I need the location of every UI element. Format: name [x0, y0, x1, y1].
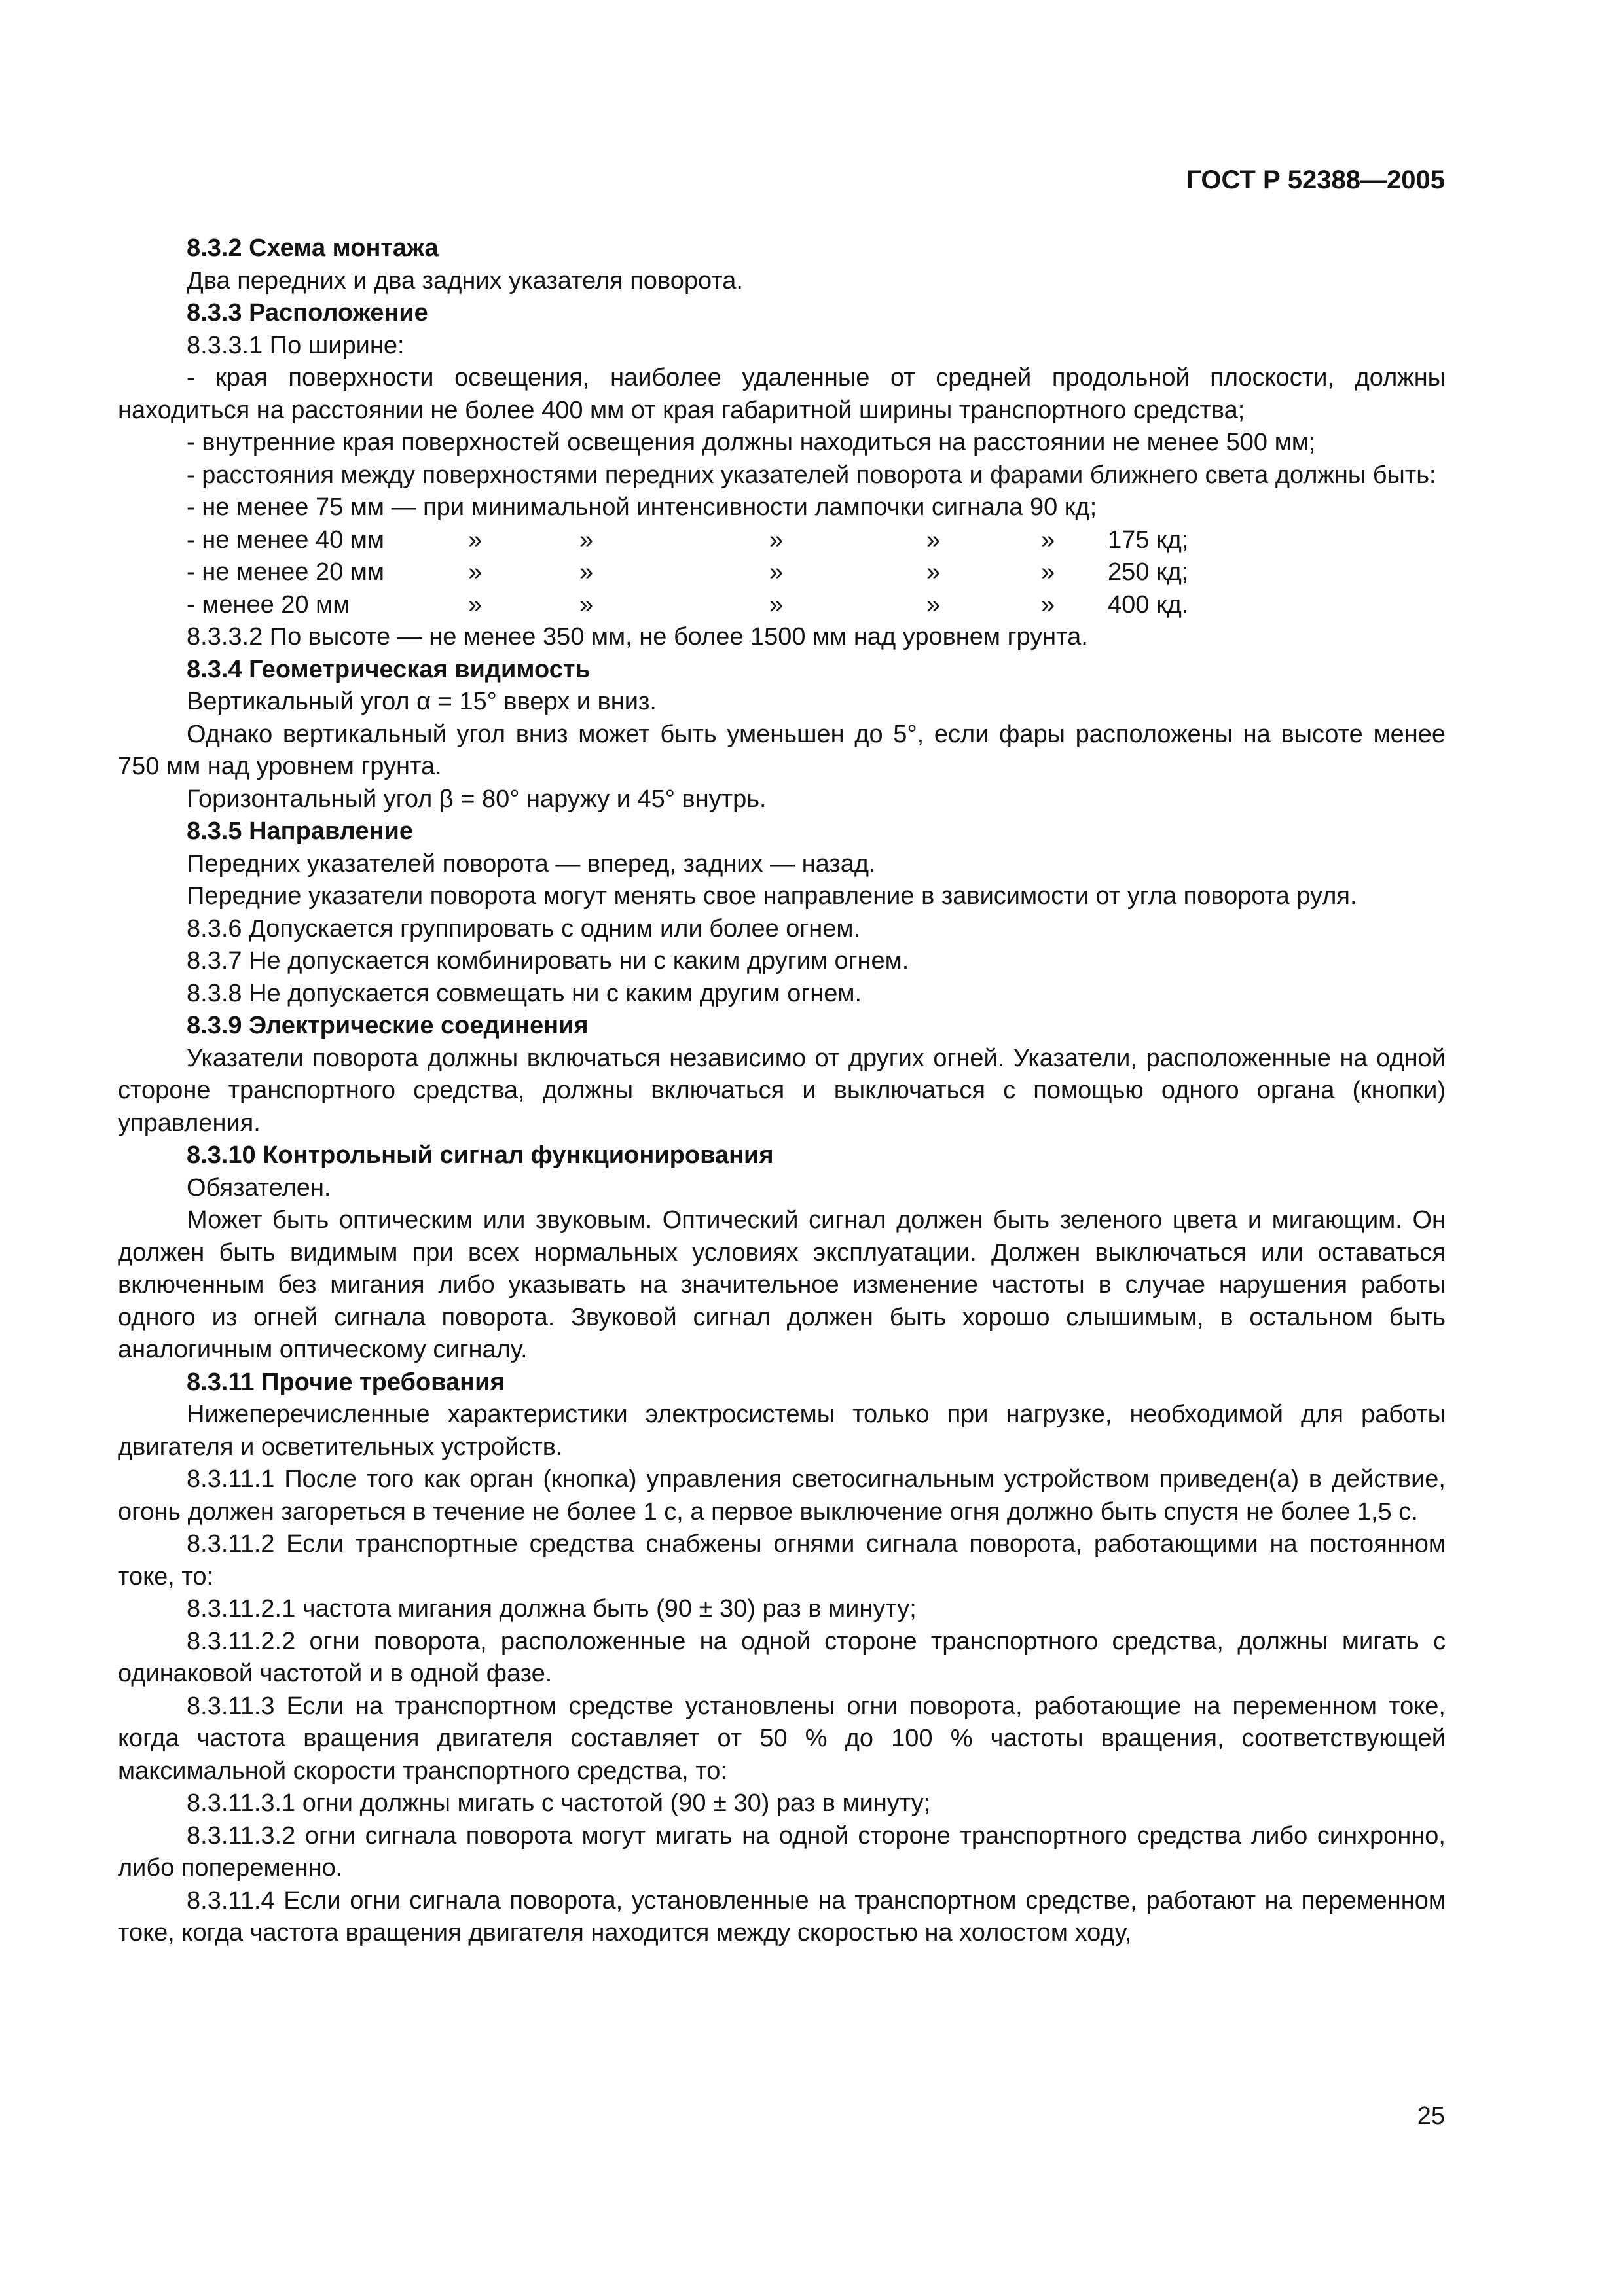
- clause-8-3-11-2-2: 8.3.11.2.2 огни поворота, расположенные на одной стороне транспортного средства, должны мигать с одинаковой частотой и в одной фазе.: [118, 1627, 1446, 1687]
- row-value: 400 кд.: [1108, 590, 1189, 619]
- distance-row-20: [118, 556, 1446, 589]
- section-8-3-5-text-2: Передние указатели поворота могут менять свое направление в зависимости от угла поворота руля.: [187, 882, 1357, 910]
- clause-8-3-11-2: 8.3.11.2 Если транспортные средства снабжены огнями сигнала поворота, работающими на постоянном токе, то:: [118, 1530, 1446, 1590]
- ditto-mark: »: [468, 590, 483, 619]
- ditto-mark: »: [926, 558, 941, 586]
- page-number: 25: [1417, 2102, 1445, 2130]
- row-label: - не менее 20 мм: [187, 558, 385, 586]
- ditto-mark: »: [1041, 526, 1055, 554]
- ditto-mark: »: [926, 590, 941, 619]
- document-body: [118, 232, 1446, 1950]
- ditto-mark: »: [769, 558, 784, 586]
- section-8-3-5-text-1: Передних указателей поворота — вперед, задних — назад.: [187, 850, 876, 878]
- section-8-3-11-title: 8.3.11 Прочие требования: [187, 1368, 505, 1396]
- ditto-mark: »: [769, 526, 784, 554]
- clause-8-3-11-3-2: 8.3.11.3.2 огни сигнала поворота могут мигать на одной стороне транспортного средства либо синхронно, либо попеременно.: [118, 1821, 1446, 1882]
- clause-8-3-3-1: 8.3.3.1 По ширине:: [187, 331, 405, 359]
- ditto-mark: »: [468, 526, 483, 554]
- ditto-mark: »: [468, 558, 483, 586]
- distance-row-less-20: [118, 589, 1446, 622]
- section-8-3-10-text-2: Может быть оптическим или звуковым. Оптический сигнал должен быть зеленого цвета и мигающим. Он должен быть видимым при всех нормальных условиях эксплуатации. Должен выключаться или оставаться включенным без мигания либо указывать на значительное изменение частоты в случае нарушения работы одного из огней сигнала поворота. Звуковой сигнал должен быть хорошо слышимым, в остальном быть аналогичным оптическому сигналу.: [118, 1206, 1446, 1363]
- section-8-3-2-text: Два передних и два задних указателя поворота.: [187, 266, 743, 295]
- row-label: - не менее 40 мм: [187, 526, 385, 554]
- dash-item-2: - внутренние края поверхностей освещения должны находиться на расстоянии не менее 500 мм;: [187, 429, 1316, 456]
- section-8-3-2-title: 8.3.2 Схема монтажа: [187, 234, 439, 262]
- section-8-3-8: 8.3.8 Не допускается совмещать ни с каким другим огнем.: [187, 979, 862, 1007]
- clause-8-3-3-2: 8.3.3.2 По высоте — не менее 350 мм, не более 1500 мм над уровнем грунта.: [187, 623, 1088, 651]
- distance-row-40: [118, 524, 1446, 557]
- section-8-3-6: 8.3.6 Допускается группировать с одним или более огнем.: [187, 914, 861, 942]
- ditto-mark: »: [1041, 590, 1055, 619]
- row-label: - менее 20 мм: [187, 590, 350, 619]
- section-8-3-9-text: Указатели поворота должны включаться независимо от других огней. Указатели, расположенные на одной стороне транспортного средства, должны включаться и выключаться с помощью одного органа (кнопки) управления.: [118, 1044, 1446, 1137]
- dash-item-1: - края поверхности освещения, наиболее удаленные от средней продольной плоскости, должны находиться на расстоянии не более 400 мм от края габаритной ширины транспортного средства;: [118, 364, 1446, 424]
- section-8-3-10-text-1: Обязателен.: [187, 1174, 331, 1202]
- clause-8-3-11-3-1: 8.3.11.3.1 огни должны мигать с частотой (90 ± 30) раз в минуту;: [187, 1789, 931, 1817]
- clause-8-3-11-4: 8.3.11.4 Если огни сигнала поворота, установленные на транспортном средстве, работают на переменном токе, когда частота вращения двигателя находится между скоростью на холостом ходу,: [118, 1886, 1446, 1946]
- ditto-mark: »: [926, 526, 941, 554]
- section-8-3-4-text-1: Вертикальный угол α = 15° вверх и вниз.: [187, 688, 657, 715]
- document-code: ГОСТ Р 52388—2005: [1186, 166, 1445, 194]
- dash-item-3: - расстояния между поверхностями передних указателей поворота и фарами ближнего света должны быть:: [187, 461, 1436, 489]
- section-8-3-9-title: 8.3.9 Электрические соединения: [187, 1012, 589, 1039]
- section-8-3-5-title: 8.3.5 Направление: [187, 817, 414, 845]
- clause-8-3-11-3: 8.3.11.3 Если на транспортном средстве установлены огни поворота, работающие на переменном токе, когда частота вращения двигателя составляет от 50 % до 100 % частоты вращения, соответствующей максимальной скорости транспортного средства, то:: [118, 1692, 1446, 1785]
- section-8-3-7: 8.3.7 Не допускается комбинировать ни с каким другим огнем.: [187, 947, 909, 975]
- clause-8-3-11-2-1: 8.3.11.2.1 частота мигания должна быть (90 ± 30) раз в минуту;: [187, 1595, 917, 1623]
- ditto-mark: »: [769, 590, 784, 619]
- ditto-mark: »: [1041, 558, 1055, 586]
- section-8-3-4-title: 8.3.4 Геометрическая видимость: [187, 655, 591, 683]
- row-value: 175 кд;: [1108, 526, 1189, 554]
- ditto-mark: »: [579, 526, 594, 554]
- section-8-3-3-title: 8.3.3 Расположение: [187, 299, 428, 327]
- row-value: 250 кд;: [1108, 558, 1189, 586]
- section-8-3-10-title: 8.3.10 Контрольный сигнал функционирования: [187, 1141, 774, 1169]
- ditto-mark: »: [579, 590, 594, 619]
- distance-row-75: - не менее 75 мм — при минимальной интенсивности лампочки сигнала 90 кд;: [187, 493, 1097, 521]
- section-8-3-4-text-2: Однако вертикальный угол вниз может быть уменьшен до 5°, если фары расположены на высоте менее 750 мм над уровнем грунта.: [118, 720, 1446, 780]
- section-8-3-11-text: Нижеперечисленные характеристики электросистемы только при нагрузке, необходимой для работы двигателя и осветительных устройств.: [118, 1401, 1446, 1461]
- clause-8-3-11-1: 8.3.11.1 После того как орган (кнопка) управления светосигнальным устройством приведен(а) в действие, огонь должен загореться в течение не более 1 с, а первое выключение огня должно быть спустя не более 1,5 с.: [118, 1465, 1446, 1526]
- ditto-mark: »: [579, 558, 594, 586]
- section-8-3-4-text-3: Горизонтальный угол β = 80° наружу и 45° внутрь.: [187, 785, 767, 813]
